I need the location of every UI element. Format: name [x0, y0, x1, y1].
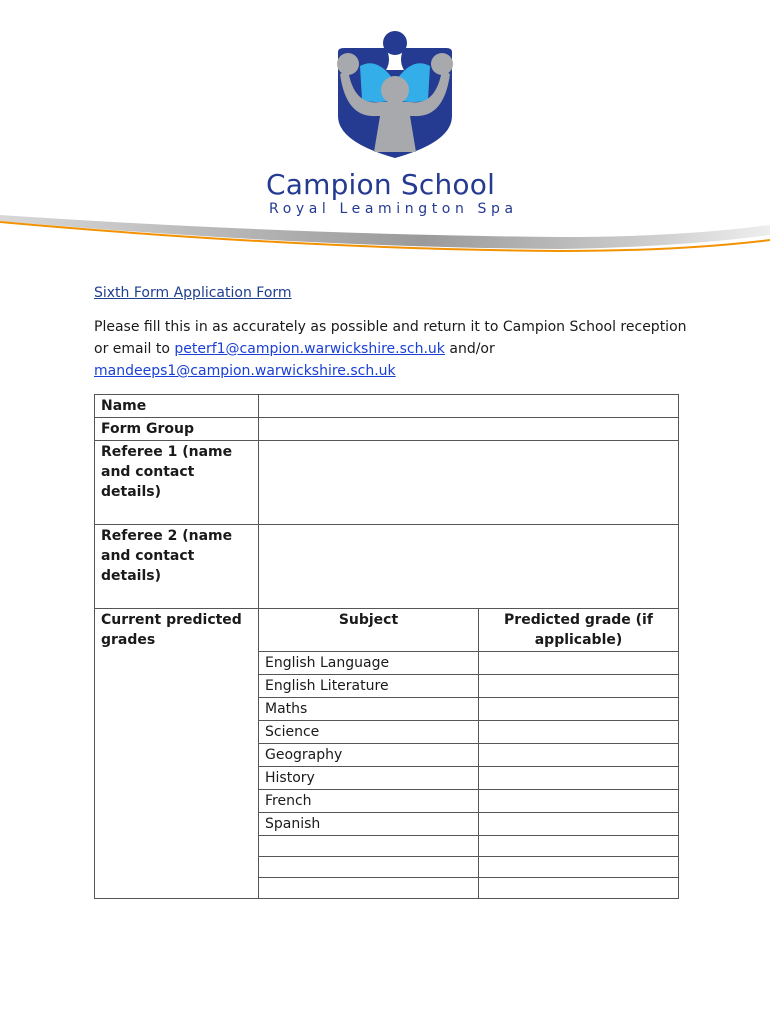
- name-label: Name: [95, 395, 259, 418]
- subject-cell: Maths: [259, 698, 479, 721]
- subject-cell: Science: [259, 721, 479, 744]
- subject-cell: History: [259, 767, 479, 790]
- referee-2-input[interactable]: [259, 525, 679, 609]
- email-link-peterf1[interactable]: peterf1@campion.warwickshire.sch.uk: [174, 341, 445, 357]
- subject-cell: French: [259, 790, 479, 813]
- subject-cell: English Language: [259, 652, 479, 675]
- page-title: Sixth Form Application Form: [94, 285, 292, 301]
- form-group-input[interactable]: [259, 418, 679, 441]
- email-link-mandeeps1[interactable]: mandeeps1@campion.warwickshire.sch.uk: [94, 363, 396, 379]
- grade-input[interactable]: [479, 675, 679, 698]
- referee-2-label: Referee 2 (name and contact details): [95, 525, 259, 609]
- subject-cell: Geography: [259, 744, 479, 767]
- subject-header: Subject: [259, 609, 479, 652]
- subject-input-blank[interactable]: [259, 857, 479, 878]
- subject-input-blank[interactable]: [259, 836, 479, 857]
- header-logo: [0, 0, 770, 260]
- application-table: [94, 394, 679, 899]
- subject-input-blank[interactable]: [259, 878, 479, 899]
- grade-input[interactable]: [479, 857, 679, 878]
- referee-1-input[interactable]: [259, 441, 679, 525]
- grade-input[interactable]: [479, 767, 679, 790]
- campion-school-crest-icon: [330, 30, 460, 162]
- grade-input[interactable]: [479, 878, 679, 899]
- intro-text: [94, 316, 694, 382]
- grade-input[interactable]: [479, 790, 679, 813]
- grade-input[interactable]: [479, 652, 679, 675]
- subject-cell: Spanish: [259, 813, 479, 836]
- intro-text-between: and/or: [444, 341, 495, 357]
- referee-1-label: Referee 1 (name and contact details): [95, 441, 259, 525]
- grade-input[interactable]: [479, 721, 679, 744]
- subject-cell: English Literature: [259, 675, 479, 698]
- grade-input[interactable]: [479, 836, 679, 857]
- name-input[interactable]: [259, 395, 679, 418]
- predicted-grades-label: Current predicted grades: [95, 609, 259, 899]
- intro-text-start: Please fill this in as accurately as possible and return it to Campion School reception or email to: [94, 319, 687, 357]
- predicted-grade-header: Predicted grade (if applicable): [479, 609, 679, 652]
- school-name: Campion School: [266, 168, 496, 201]
- form-group-label: Form Group: [95, 418, 259, 441]
- header-swoosh: [0, 205, 770, 260]
- grade-input[interactable]: [479, 698, 679, 721]
- school-location: Royal Leamington Spa: [269, 201, 518, 217]
- grade-input[interactable]: [479, 744, 679, 767]
- grade-input[interactable]: [479, 813, 679, 836]
